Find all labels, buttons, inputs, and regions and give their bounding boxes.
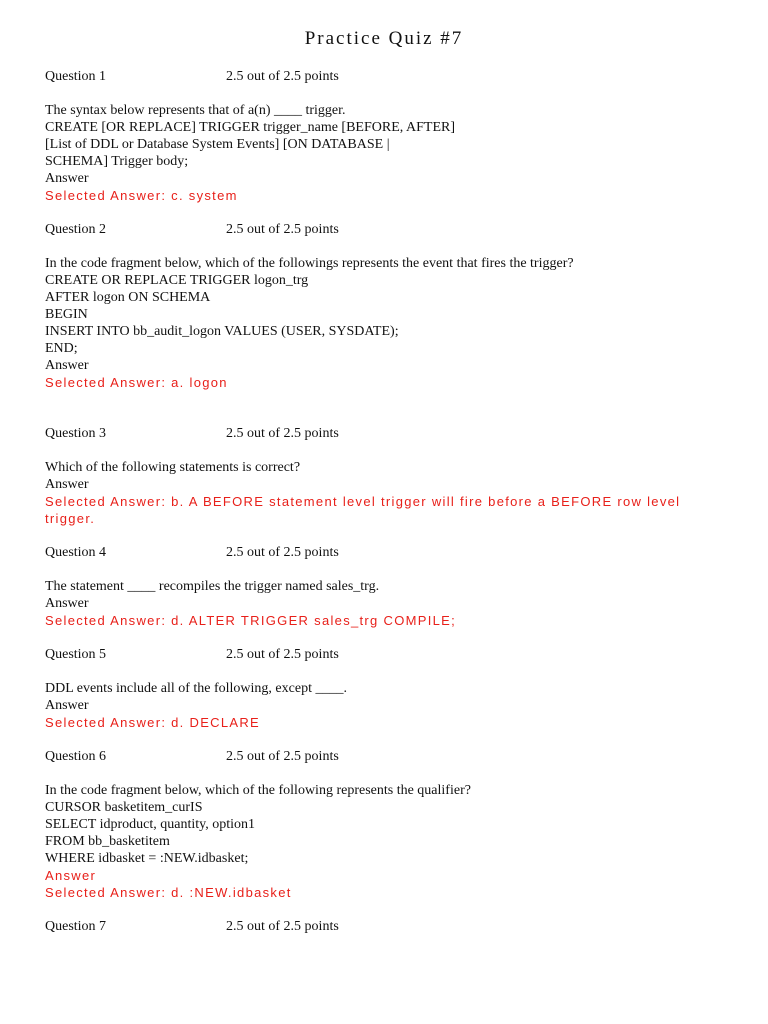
question-label: Question 2: [45, 222, 107, 237]
question-text: The syntax below represents that of a(n) ____ trigger.: [45, 103, 346, 118]
selected-answer: Selected Answer: a. logon: [45, 375, 228, 390]
question-text: CREATE OR REPLACE TRIGGER logon_trg: [45, 273, 309, 288]
question-text: CREATE [OR REPLACE] TRIGGER trigger_name [BEFORE, AFTER]: [45, 120, 455, 135]
question-block-5: [45, 646, 725, 731]
selected-answer: Selected Answer: b. A BEFORE statement level trigger will fire before a BEFORE row level trigger.: [45, 494, 681, 526]
question-block-6: [45, 748, 725, 901]
selected-answer: Selected Answer: d. ALTER TRIGGER sales_trg COMPILE;: [45, 613, 457, 628]
quiz-content: [45, 68, 725, 935]
answer-label: Answer: [45, 171, 89, 186]
question-block-1: [45, 68, 725, 204]
question-text: [List of DDL or Database System Events] [ON DATABASE |: [45, 137, 390, 152]
question-text: INSERT INTO bb_audit_logon VALUES (USER, SYSDATE);: [45, 324, 399, 339]
page-title: Practice Quiz #7: [304, 28, 464, 49]
question-text: END;: [45, 341, 78, 356]
question-text: The statement ____ recompiles the trigger named sales_trg.: [45, 579, 380, 594]
question-points: 2.5 out of 2.5 points: [226, 749, 339, 764]
question-label: Question 6: [45, 749, 107, 764]
answer-label: Answer: [45, 596, 89, 611]
question-label: Question 5: [45, 647, 107, 662]
question-header: [45, 748, 725, 765]
selected-answer: Selected Answer: d. DECLARE: [45, 715, 261, 730]
question-points: 2.5 out of 2.5 points: [226, 426, 339, 441]
answer-label: Answer: [45, 358, 89, 373]
question-text: CURSOR basketitem_curIS: [45, 800, 203, 815]
question-block-3: [45, 425, 725, 527]
answer-label: Answer: [45, 698, 89, 713]
question-label: Question 3: [45, 426, 107, 441]
question-text: SELECT idproduct, quantity, option1: [45, 817, 255, 832]
selected-answer: Selected Answer: d. :NEW.idbasket: [45, 885, 292, 900]
question-header: [45, 221, 725, 238]
question-text: SCHEMA] Trigger body;: [45, 154, 189, 169]
question-text: In the code fragment below, which of the following represents the qualifier?: [45, 783, 471, 798]
question-label: Question 1: [45, 69, 107, 84]
answer-label: Answer: [45, 868, 97, 883]
question-header: [45, 544, 725, 561]
question-block-2: [45, 221, 725, 391]
question-text: Which of the following statements is correct?: [45, 460, 301, 475]
question-text: WHERE idbasket = :NEW.idbasket;: [45, 851, 249, 866]
question-points: 2.5 out of 2.5 points: [226, 545, 339, 560]
question-label: Question 4: [45, 545, 107, 560]
question-points: 2.5 out of 2.5 points: [226, 69, 339, 84]
question-text: AFTER logon ON SCHEMA: [45, 290, 211, 305]
question-header: [45, 646, 725, 663]
question-points: 2.5 out of 2.5 points: [226, 919, 339, 934]
question-text: FROM bb_basketitem: [45, 834, 170, 849]
question-header: [45, 918, 725, 935]
question-header: [45, 425, 725, 442]
question-points: 2.5 out of 2.5 points: [226, 222, 339, 237]
selected-answer: Selected Answer: c. system: [45, 188, 238, 203]
answer-label: Answer: [45, 477, 89, 492]
question-points: 2.5 out of 2.5 points: [226, 647, 339, 662]
question-label: Question 7: [45, 919, 107, 934]
question-block-4: [45, 544, 725, 629]
question-header: [45, 68, 725, 85]
question-text: BEGIN: [45, 307, 88, 322]
question-text: DDL events include all of the following, except ____.: [45, 681, 347, 696]
question-text: In the code fragment below, which of the followings represents the event that fires the trigger?: [45, 256, 574, 271]
question-block-7: [45, 918, 725, 935]
